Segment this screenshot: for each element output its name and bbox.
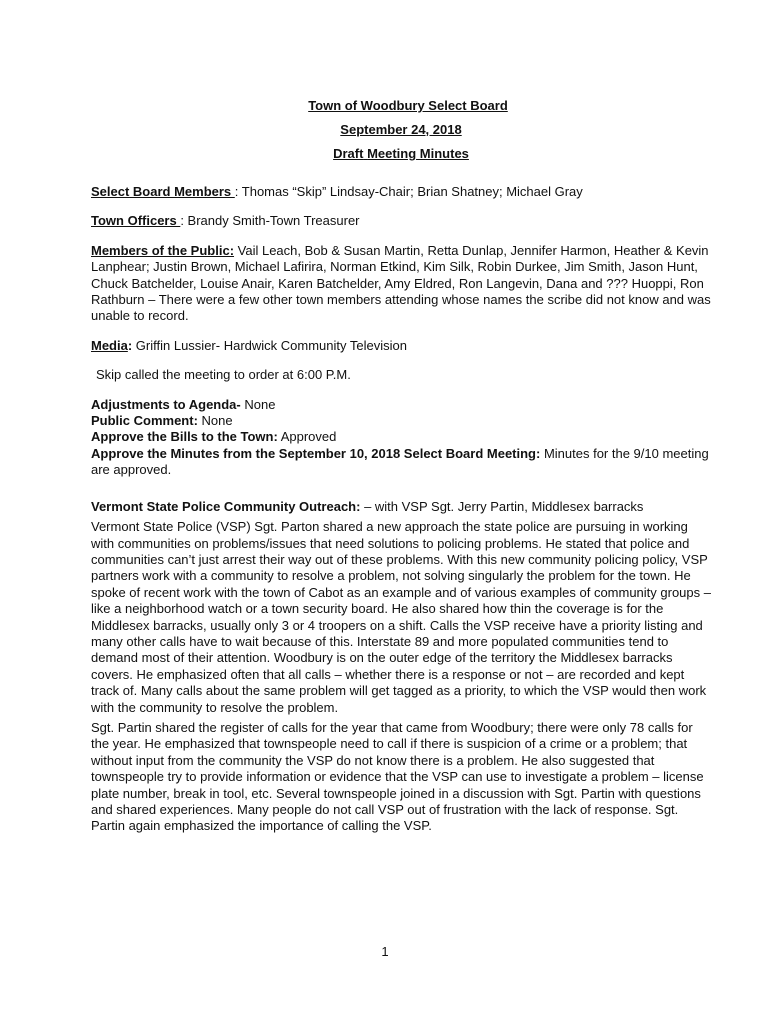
members-public-text: Vail Leach, Bob & Susan Martin, Retta Dunlap, Jennifer Harmon, Heather & Kevin Lanphear; Justin Brown, Michael Lafirira, Norman Etkind, Kim Silk, Robin Durkee, Jim Smith, Jason Hunt, Chuck Batchelder, Louise Anair, Karen Batchelder, Amy Eldred, Ron Langevin, Dana and ??? Huoppi, Ron Rathburn – There were a few other town members attending whose names the scribe did not know and was unable to record. (91, 242, 711, 324)
agenda-item (91, 446, 711, 479)
select-board-text: : Thomas “Skip” Lindsay-Chair; Brian Shatney; Michael Gray (234, 184, 583, 199)
agenda-items (91, 397, 711, 479)
vsp-heading (91, 499, 711, 515)
call-to-order: Skip called the meeting to order at 6:00 P.M. (96, 367, 351, 383)
agenda-item-text: Minutes for the 9/10 meeting are approved. (91, 445, 709, 478)
media-text: Griffin Lussier- Hardwick Community Television (132, 337, 407, 353)
select-board-label: Select Board Members (91, 184, 235, 199)
document-page (91, 94, 711, 835)
vsp-text: – with VSP Sgt. Jerry Partin, Middlesex barracks (360, 498, 644, 514)
page-number: 1 (381, 944, 389, 959)
subtitle-label: Meeting Minutes (367, 146, 469, 161)
agenda-item (91, 429, 711, 445)
media (91, 338, 711, 354)
members-of-public (91, 243, 711, 325)
draft-label: Draft (333, 146, 364, 161)
agenda-item-label: Public Comment: (91, 413, 198, 429)
agenda-item-label: Adjustments to Agenda- (91, 396, 241, 412)
document-header (91, 94, 711, 166)
select-board-members (91, 184, 711, 200)
members-public-label: Members of the Public: (91, 242, 235, 258)
agenda-item (91, 397, 711, 413)
agenda-item-label: Approve the Bills to the Town: (91, 429, 278, 445)
vsp-label: Vermont State Police Community Outreach: (91, 498, 361, 514)
agenda-item-label: Approve the Minutes from the September 10, 2018 Select Board Meeting: (91, 445, 541, 461)
town-officers (91, 213, 711, 229)
document-subtitle (91, 142, 711, 166)
document-title: Town of Woodbury Select Board (308, 98, 508, 113)
town-officers-label: Town Officers (91, 213, 181, 229)
vsp-paragraph-2: Sgt. Partin shared the register of calls for the year that came from Woodbury; there were only 78 calls for the year. He emphasized that townspeople need to call if there is suspicion of a crime or a problem; that without input from the community the VSP do not know there is a problem. He also suggested that townspeople try to provide information or evidence that the VSP can use to investigate a problem – license plate number, break in tool, etc. Several townspeople joined in a discussion with Sgt. Partin with questions and shared experiences. Many people do not call VSP out of frustration with the lack of response. Sgt. Partin again emphasized the importance of calling the VSP. (91, 719, 704, 834)
agenda-item-text: None (240, 396, 276, 412)
agenda-item (91, 413, 711, 429)
media-label: Media (91, 337, 128, 353)
agenda-item-text: None (197, 413, 233, 429)
agenda-item-text: Approved (277, 429, 337, 445)
meeting-date: September 24, 2018 (340, 122, 462, 137)
vsp-paragraph-1: Vermont State Police (VSP) Sgt. Parton shared a new approach the state police are pursuing in working with communities on problems/issues that need solutions to policing problems. He stated that police and communities can’t just arrest their way out of these problems. With this new community policing policy, VSP partners work with a community to resolve a problem, not solving singularly the problem for the town. He spoke of recent work with the town of Cabot as an example and of various examples of community groups – like a neighborhood watch or a town security board. He also shared how thin the coverage is for the Middlesex barracks, usually only 3 or 4 troopers on a shift. Calls the VSP receive have a priority listing and many other calls have to wait because of this. Interstate 89 and more populated communities tend to demand most of their attention. Woodbury is on the outer edge of the territory the Middlesex barracks covers. He emphasized often that all calls – whether there is a response or not – are recorded and kept track of. Many calls about the same problem will get tagged as a priority, to which the VSP would then work with the community to resolve the problem. (91, 519, 711, 715)
media-colon: : (127, 337, 133, 353)
town-officers-text: : Brandy Smith-Town Treasurer (180, 213, 360, 229)
